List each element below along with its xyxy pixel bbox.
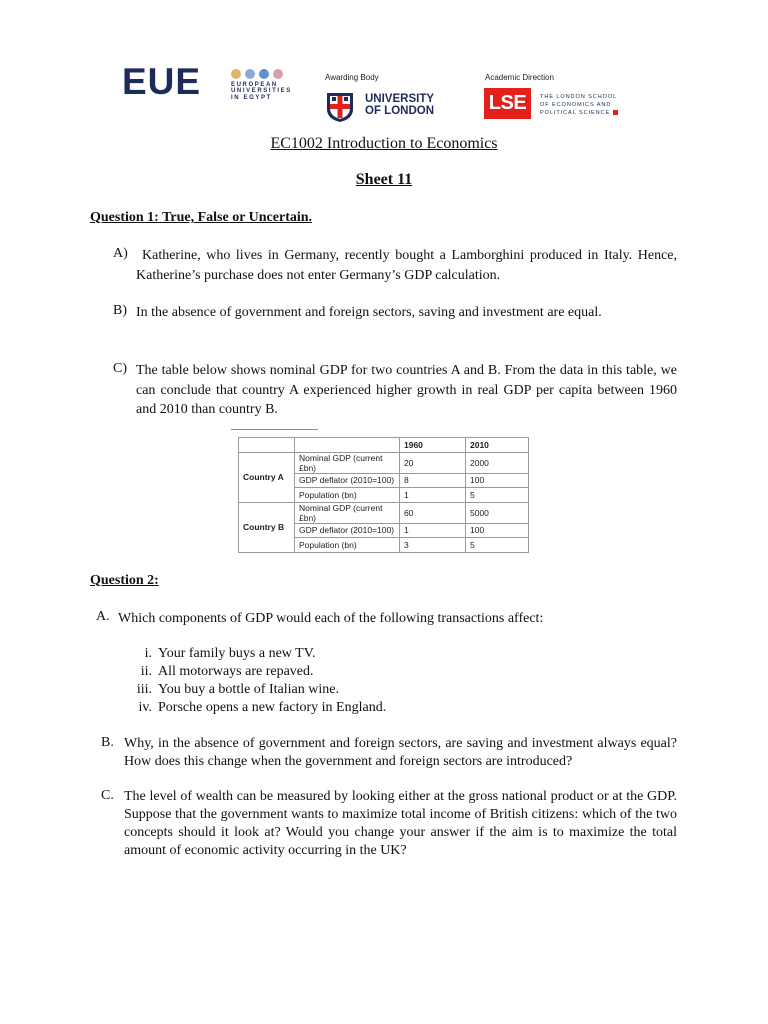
academic-direction-caption: Academic Direction xyxy=(485,73,554,82)
table-cell: 5000 xyxy=(466,502,529,523)
table-cell: Population (bn) xyxy=(295,488,400,503)
lse-name xyxy=(540,93,618,117)
table-cell: Nominal GDP (current £bn) xyxy=(295,452,400,473)
country-b-label: Country B xyxy=(239,502,295,552)
list-item xyxy=(104,663,386,681)
table-cell: 3 xyxy=(400,538,466,553)
eue-logo: EUE xyxy=(122,61,202,102)
eue-logo-dots xyxy=(231,66,287,78)
table-cell: 60 xyxy=(400,502,466,523)
table-cell: 2000 xyxy=(466,452,529,473)
list-item xyxy=(104,681,386,699)
list-item-text: Your family buys a new TV. xyxy=(158,646,316,661)
list-item-text: You buy a bottle of Italian wine. xyxy=(158,682,339,697)
list-item-number: i. xyxy=(144,646,152,661)
table-header-row xyxy=(239,438,529,453)
logo-dot-icon xyxy=(259,69,269,79)
list-item xyxy=(104,645,386,663)
q2-item-a-text: Which components of GDP would each of the following transactions affect: xyxy=(118,611,544,626)
table-cell: 1 xyxy=(400,523,466,538)
lse-logo: LSE xyxy=(484,88,531,119)
q2-item-label: A. xyxy=(96,609,110,624)
q2-item-b-text: Why, in the absence of government and foreign sectors, are saving and investment always equal? How does this change when the government and foreign sectors are introduced? xyxy=(124,736,677,769)
table-cell: GDP deflator (2010=100) xyxy=(295,473,400,488)
logo-dot-icon xyxy=(231,69,241,79)
page-title: EC1002 Introduction to Economics xyxy=(270,135,498,152)
table-cell: Nominal GDP (current £bn) xyxy=(295,502,400,523)
table-cell: Population (bn) xyxy=(295,538,400,553)
lse-line: POLITICAL SCIENCE xyxy=(540,110,611,116)
q1-item-c-text: The table below shows nominal GDP for two countries A and B. From the data in this table, we can conclude that country A experienced higher growth in real GDP per capita between 1960 and 2010 than country B. xyxy=(136,363,677,417)
list-item xyxy=(104,699,386,717)
eue-sub-line: IN EGYPT xyxy=(231,94,272,101)
list-item-number: ii. xyxy=(140,664,152,679)
q2-subitem-list xyxy=(104,645,386,717)
table-header-cell xyxy=(239,438,295,453)
q1-item-b-text: In the absence of government and foreign sectors, saving and investment are equal. xyxy=(136,305,602,320)
table-cell: 5 xyxy=(466,538,529,553)
table-cell: 20 xyxy=(400,452,466,473)
table-header-cell xyxy=(295,438,400,453)
sheet-title: Sheet 11 xyxy=(355,171,413,188)
table-cell: 100 xyxy=(466,523,529,538)
table-cell: 8 xyxy=(400,473,466,488)
lse-line: THE LONDON SCHOOL xyxy=(540,94,618,100)
uol-line: OF LONDON xyxy=(365,105,434,117)
table-header-cell: 2010 xyxy=(466,438,529,453)
lse-square-icon xyxy=(613,110,618,115)
table-cell: GDP deflator (2010=100) xyxy=(295,523,400,538)
awarding-body-caption: Awarding Body xyxy=(325,73,379,82)
logo-dot-icon xyxy=(273,69,283,79)
divider xyxy=(231,429,318,430)
lse-line: OF ECONOMICS AND xyxy=(540,102,612,108)
eue-sub-line: UNIVERSITIES xyxy=(231,88,292,95)
table-cell: 1 xyxy=(400,488,466,503)
university-of-london-logo xyxy=(365,93,434,117)
logo-dot-icon xyxy=(245,69,255,79)
q1-item-a-text: Katherine, who lives in Germany, recently bought a Lamborghini produced in Italy. Hence, Katherine’s purchase does not enter Germany’s GDP calculation. xyxy=(136,248,677,283)
list-item-text: Porsche opens a new factory in England. xyxy=(158,700,387,715)
list-item-number: iv. xyxy=(138,700,152,715)
question-1-heading: Question 1: True, False or Uncertain. xyxy=(90,210,313,225)
q2-item-label: C. xyxy=(101,788,114,803)
q2-item-label: B. xyxy=(101,735,114,750)
q1-item-label: A) xyxy=(113,246,128,261)
uol-line: UNIVERSITY xyxy=(365,93,435,105)
list-item-text: All motorways are repaved. xyxy=(158,664,314,679)
gdp-table xyxy=(238,437,529,553)
eue-subtitle xyxy=(231,82,292,101)
question-2-heading: Question 2: xyxy=(90,573,159,588)
table-header-cell: 1960 xyxy=(400,438,466,453)
q1-item-label: C) xyxy=(113,361,127,376)
eue-sub-line: EUROPEAN xyxy=(231,82,278,88)
table-row xyxy=(239,502,529,523)
list-item-number: iii. xyxy=(136,682,152,697)
table-row xyxy=(239,452,529,473)
table-cell: 100 xyxy=(466,473,529,488)
q1-item-label: B) xyxy=(113,303,127,318)
lse-line-wrap xyxy=(540,109,618,117)
university-of-london-crest-icon xyxy=(324,91,356,123)
country-a-label: Country A xyxy=(239,452,295,502)
q2-item-c-text: The level of wealth can be measured by looking either at the gross national product or at the GDP. Suppose that the government wants to maximize total income of British citizens: which of the two concepts should it look at? Would you change your answer if the aim is to maximize the total amount of economic activity occurring in the UK? xyxy=(124,789,677,858)
table-cell: 5 xyxy=(466,488,529,503)
